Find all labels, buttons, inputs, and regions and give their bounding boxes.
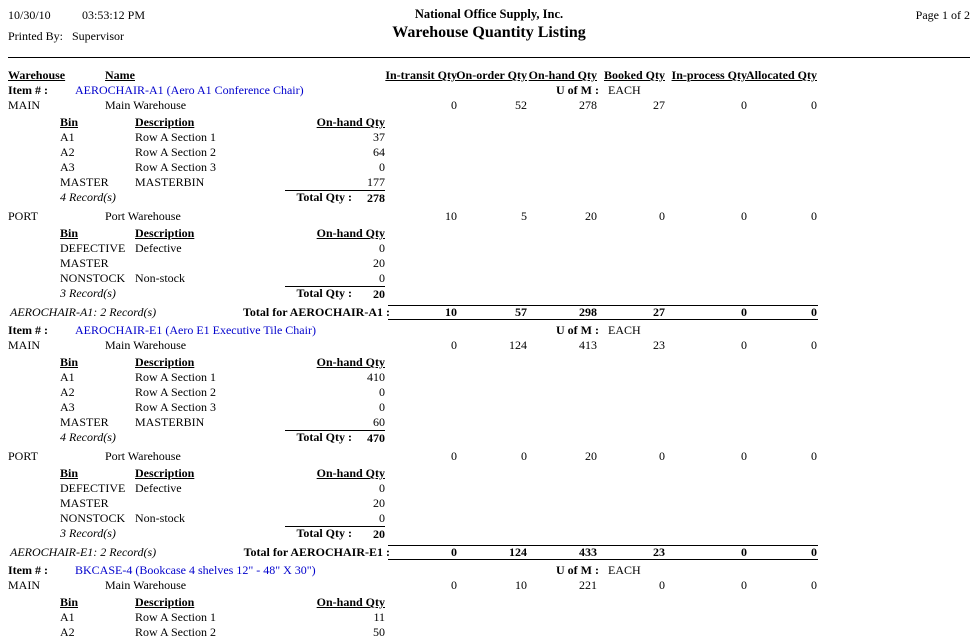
warehouse-booked-qty: 0 <box>659 449 665 463</box>
bin-row <box>0 400 978 415</box>
company-name: National Office Supply, Inc. <box>414 7 564 21</box>
warehouse-name: Main Warehouse <box>105 578 187 592</box>
bin-description: MASTERBIN <box>135 175 205 189</box>
bin-col-header: Bin <box>60 595 79 609</box>
warehouse-in-process-qty: 0 <box>741 578 747 592</box>
bin-row <box>0 241 978 256</box>
bin-code: A1 <box>60 610 75 624</box>
total-qty-label: Total Qty : <box>296 430 352 444</box>
warehouse-on-order-qty: 5 <box>521 209 527 223</box>
warehouse-allocated-qty: 0 <box>811 98 817 112</box>
col-header-name: Name <box>105 68 135 82</box>
item-total-booked-qty: 23 <box>653 545 665 559</box>
warehouse-in-process-qty: 0 <box>741 449 747 463</box>
bin-row <box>0 610 978 625</box>
bin-row <box>0 145 978 160</box>
item-summary-row <box>0 305 978 320</box>
warehouse-total-row <box>0 430 978 445</box>
uofm-value: EACH <box>608 83 641 97</box>
total-qty-value: 470 <box>285 430 385 446</box>
total-qty-label: Total Qty : <box>296 190 352 204</box>
report-date: 10/30/10 <box>8 8 51 22</box>
description-col-header: Description <box>135 595 195 609</box>
uofm-value: EACH <box>608 563 641 577</box>
warehouse-on-order-qty: 124 <box>509 338 527 352</box>
item-row <box>0 83 978 98</box>
warehouse-booked-qty: 27 <box>653 98 665 112</box>
description-col-header: Description <box>135 226 195 240</box>
warehouse-in-transit-qty: 0 <box>451 98 457 112</box>
warehouse-in-process-qty: 0 <box>741 338 747 352</box>
bin-row <box>0 175 978 190</box>
bin-on-hand-qty: 11 <box>373 610 385 624</box>
item-total-in-transit-qty: 0 <box>451 545 457 559</box>
bin-code: A3 <box>60 160 75 174</box>
total-qty-label: Total Qty : <box>296 526 352 540</box>
bin-row <box>0 625 978 640</box>
item-total-on-order-qty: 57 <box>515 305 527 319</box>
warehouse-on-order-qty: 0 <box>521 449 527 463</box>
bin-col-header: Bin <box>60 355 79 369</box>
warehouse-name: Port Warehouse <box>105 449 181 463</box>
bin-description: Row A Section 2 <box>135 625 217 639</box>
warehouse-row <box>0 338 978 353</box>
bin-code: NONSTOCK <box>60 271 126 285</box>
bin-on-hand-col-header: On-hand Qty <box>316 115 385 129</box>
bin-on-hand-col-header: On-hand Qty <box>316 466 385 480</box>
item-total-in-process-qty: 0 <box>741 305 747 319</box>
uofm-label: U of M : <box>556 563 599 577</box>
bin-header-row <box>0 115 978 130</box>
bin-code: MASTER <box>60 496 109 510</box>
item-number-label: Item # : <box>8 83 48 97</box>
bin-code: A1 <box>60 130 75 144</box>
item-total-on-order-qty: 124 <box>509 545 527 559</box>
col-header-on-order-qty: On-order Qty <box>456 68 527 82</box>
warehouse-on-hand-qty: 20 <box>585 449 597 463</box>
item-total-allocated-qty: 0 <box>811 545 817 559</box>
item-total-label: Total for AEROCHAIR-A1 : <box>242 305 390 319</box>
bin-row <box>0 256 978 271</box>
bin-row <box>0 511 978 526</box>
warehouse-total-row <box>0 286 978 301</box>
warehouse-name: Port Warehouse <box>105 209 181 223</box>
bin-code: MASTER <box>60 175 109 189</box>
item-total-allocated-qty: 0 <box>811 305 817 319</box>
bin-description: Row A Section 1 <box>135 130 217 144</box>
bin-code: MASTER <box>60 415 109 429</box>
item-link[interactable]: AEROCHAIR-A1 (Aero A1 Conference Chair) <box>75 83 304 97</box>
total-qty-value: 20 <box>285 286 385 302</box>
warehouse-row <box>0 578 978 593</box>
warehouse-code: MAIN <box>8 578 40 592</box>
bin-header-row <box>0 466 978 481</box>
bin-row <box>0 415 978 430</box>
bin-on-hand-qty: 0 <box>379 271 385 285</box>
bin-on-hand-qty: 410 <box>367 370 385 384</box>
warehouse-row <box>0 98 978 113</box>
report-body <box>0 83 978 640</box>
bin-code: A2 <box>60 625 75 639</box>
item-total-label: Total for AEROCHAIR-E1 : <box>243 545 390 559</box>
bin-description: Row A Section 1 <box>135 370 217 384</box>
warehouse-in-process-qty: 0 <box>741 209 747 223</box>
bin-row <box>0 481 978 496</box>
warehouse-on-order-qty: 10 <box>515 578 527 592</box>
description-col-header: Description <box>135 355 195 369</box>
warehouse-on-hand-qty: 20 <box>585 209 597 223</box>
bin-description: Row A Section 3 <box>135 400 217 414</box>
report-title: Warehouse Quantity Listing <box>392 24 586 41</box>
item-record-count: AEROCHAIR-E1: 2 Record(s) <box>10 545 157 559</box>
warehouse-booked-qty: 0 <box>659 578 665 592</box>
bin-description: Defective <box>135 481 182 495</box>
bin-col-header: Bin <box>60 115 79 129</box>
bin-row <box>0 385 978 400</box>
bin-on-hand-qty: 60 <box>373 415 385 429</box>
bin-record-count: 3 Record(s) <box>60 286 116 300</box>
warehouse-name: Main Warehouse <box>105 338 187 352</box>
item-row <box>0 563 978 578</box>
bin-on-hand-qty: 0 <box>379 241 385 255</box>
item-link[interactable]: AEROCHAIR-E1 (Aero E1 Executive Tile Chair) <box>75 323 316 337</box>
bin-row <box>0 370 978 385</box>
warehouse-booked-qty: 23 <box>653 338 665 352</box>
bin-row <box>0 496 978 511</box>
column-header-row <box>0 68 978 83</box>
warehouse-on-hand-qty: 278 <box>579 98 597 112</box>
bin-col-header: Bin <box>60 466 79 480</box>
printed-by-value: Supervisor <box>72 29 124 43</box>
bin-record-count: 3 Record(s) <box>60 526 116 540</box>
item-total-booked-qty: 27 <box>653 305 665 319</box>
bin-record-count: 4 Record(s) <box>60 430 116 444</box>
warehouse-allocated-qty: 0 <box>811 578 817 592</box>
total-qty-label: Total Qty : <box>296 286 352 300</box>
page-indicator: Page 1 of 2 <box>915 8 970 22</box>
bin-on-hand-qty: 0 <box>379 385 385 399</box>
report-time: 03:53:12 PM <box>82 8 146 22</box>
item-record-count: AEROCHAIR-A1: 2 Record(s) <box>10 305 157 319</box>
bin-code: DEFECTIVE <box>60 481 126 495</box>
col-header-booked-qty: Booked Qty <box>603 68 665 82</box>
bin-row <box>0 130 978 145</box>
warehouse-code: MAIN <box>8 338 40 352</box>
bin-col-header: Bin <box>60 226 79 240</box>
warehouse-in-transit-qty: 0 <box>451 449 457 463</box>
report-header <box>8 0 970 58</box>
bin-code: MASTER <box>60 256 109 270</box>
bin-header-row <box>0 226 978 241</box>
col-header-on-hand-qty: On-hand Qty <box>528 68 597 82</box>
item-summary-row <box>0 545 978 560</box>
col-header-warehouse: Warehouse <box>8 68 66 82</box>
bin-description: Row A Section 3 <box>135 160 217 174</box>
bin-description: Row A Section 2 <box>135 145 217 159</box>
description-col-header: Description <box>135 466 195 480</box>
bin-on-hand-qty: 37 <box>373 130 385 144</box>
item-total-in-process-qty: 0 <box>741 545 747 559</box>
uofm-label: U of M : <box>556 323 599 337</box>
bin-code: A3 <box>60 400 75 414</box>
item-total-in-transit-qty: 10 <box>445 305 457 319</box>
bin-code: DEFECTIVE <box>60 241 126 255</box>
warehouse-code: PORT <box>8 449 38 463</box>
uofm-label: U of M : <box>556 83 599 97</box>
warehouse-total-row <box>0 526 978 541</box>
item-link[interactable]: BKCASE-4 (Bookcase 4 shelves 12" - 48" X 30") <box>75 563 316 577</box>
warehouse-row <box>0 449 978 464</box>
bin-on-hand-qty: 0 <box>379 511 385 525</box>
bin-on-hand-qty: 0 <box>379 400 385 414</box>
description-col-header: Description <box>135 115 195 129</box>
printed-by-label: Printed By: <box>8 29 64 43</box>
warehouse-code: MAIN <box>8 98 40 112</box>
item-number-label: Item # : <box>8 563 48 577</box>
bin-row <box>0 271 978 286</box>
bin-on-hand-qty: 20 <box>373 256 385 270</box>
warehouse-in-transit-qty: 0 <box>451 338 457 352</box>
item-number-label: Item # : <box>8 323 48 337</box>
bin-description: Non-stock <box>135 271 185 285</box>
warehouse-on-hand-qty: 413 <box>579 338 597 352</box>
bin-on-hand-qty: 0 <box>379 481 385 495</box>
bin-code: A2 <box>60 385 75 399</box>
bin-on-hand-col-header: On-hand Qty <box>316 595 385 609</box>
item-row <box>0 323 978 338</box>
warehouse-allocated-qty: 0 <box>811 209 817 223</box>
bin-code: NONSTOCK <box>60 511 126 525</box>
item-total-on-hand-qty: 298 <box>579 305 597 319</box>
warehouse-code: PORT <box>8 209 38 223</box>
bin-on-hand-qty: 0 <box>379 160 385 174</box>
bin-row <box>0 160 978 175</box>
bin-on-hand-col-header: On-hand Qty <box>316 226 385 240</box>
bin-record-count: 4 Record(s) <box>60 190 116 204</box>
bin-description: Defective <box>135 241 182 255</box>
total-qty-value: 278 <box>285 190 385 206</box>
bin-on-hand-qty: 64 <box>373 145 385 159</box>
total-qty-value: 20 <box>285 526 385 542</box>
bin-code: A1 <box>60 370 75 384</box>
bin-on-hand-col-header: On-hand Qty <box>316 355 385 369</box>
warehouse-in-process-qty: 0 <box>741 98 747 112</box>
bin-on-hand-qty: 177 <box>367 175 385 189</box>
bin-on-hand-qty: 20 <box>373 496 385 510</box>
uofm-value: EACH <box>608 323 641 337</box>
warehouse-total-row <box>0 190 978 205</box>
warehouse-allocated-qty: 0 <box>811 338 817 352</box>
bin-description: Row A Section 2 <box>135 385 217 399</box>
bin-description: Non-stock <box>135 511 185 525</box>
warehouse-name: Main Warehouse <box>105 98 187 112</box>
warehouse-row <box>0 209 978 224</box>
bin-header-row <box>0 355 978 370</box>
warehouse-on-order-qty: 52 <box>515 98 527 112</box>
bin-code: A2 <box>60 145 75 159</box>
col-header-in-transit-qty: In-transit Qty <box>385 68 457 82</box>
bin-header-row <box>0 595 978 610</box>
bin-on-hand-qty: 50 <box>373 625 385 639</box>
warehouse-booked-qty: 0 <box>659 209 665 223</box>
bin-description: MASTERBIN <box>135 415 205 429</box>
warehouse-on-hand-qty: 221 <box>579 578 597 592</box>
warehouse-in-transit-qty: 10 <box>445 209 457 223</box>
warehouse-in-transit-qty: 0 <box>451 578 457 592</box>
warehouse-allocated-qty: 0 <box>811 449 817 463</box>
col-header-in-process-qty: In-process Qty <box>671 68 747 82</box>
col-header-allocated-qty: Allocated Qty <box>746 68 817 82</box>
item-total-on-hand-qty: 433 <box>579 545 597 559</box>
bin-description: Row A Section 1 <box>135 610 217 624</box>
